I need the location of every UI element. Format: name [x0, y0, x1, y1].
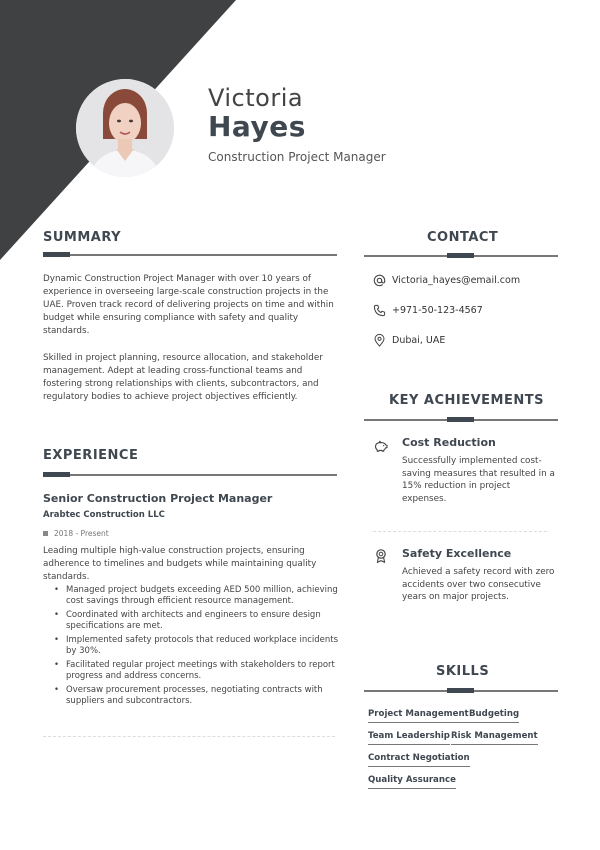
job-bullet: • Coordinated with architects and engineers to ensure design specifications are met. [54, 610, 340, 632]
job-dates-text: 2018 - Present [54, 529, 109, 538]
skill-tag: Team Leadership [368, 731, 450, 745]
job-title: Senior Construction Project Manager [43, 492, 273, 505]
summary-divider-accent [43, 252, 70, 257]
achievements-heading: KEY ACHIEVEMENTS [389, 393, 544, 408]
contact-divider-accent [447, 253, 474, 258]
job-bullet: • Managed project budgets exceeding AED 500 million, achieving cost savings through efficient resource management. [54, 585, 340, 607]
achievements-divider-accent [447, 417, 474, 422]
skills-divider-accent [447, 688, 474, 693]
experience-heading: EXPERIENCE [43, 448, 139, 463]
summary-divider [43, 254, 337, 256]
profile-photo [76, 79, 174, 177]
job-bullet-list [54, 585, 340, 710]
achievement-title-safety-excellence: Safety Excellence [402, 547, 512, 560]
first-name: Victoria [208, 84, 304, 112]
skill-tag: Budgeting [469, 709, 519, 723]
summary-paragraph-1: Dynamic Construction Project Manager with over 10 years of experience in overseeing large-scale construction projects in the UAE. Proven track record of delivering projects on time and within budget while ensuring compliance with safety and quality standards. [43, 274, 334, 336]
phone-icon [372, 303, 386, 317]
skill-tag: Contract Negotiation [368, 753, 470, 767]
contact-phone[interactable]: +971-50-123-4567 [392, 304, 483, 316]
company-name: Arabtec Construction LLC [43, 510, 165, 520]
contact-phone-row [372, 303, 483, 317]
skill-tag: Risk Management [451, 731, 538, 745]
contact-location: Dubai, UAE [392, 334, 446, 346]
last-name: Hayes [208, 110, 306, 143]
contact-email[interactable]: Victoria_hayes@email.com [392, 274, 521, 286]
job-description: Leading multiple high-value construction projects, ensuring adherence to timelines and budgets while maintaining quality standards. [43, 546, 317, 582]
job-bullet: • Implemented safety protocols that reduced workplace incidents by 30%. [54, 635, 340, 657]
job-role: Construction Project Manager [208, 150, 386, 164]
job-bullet: • Facilitated regular project meetings with stakeholders to report progress and address concerns. [54, 660, 340, 682]
contact-location-row [372, 333, 445, 347]
summary-paragraph-2: Skilled in project planning, resource allocation, and stakeholder management. Adept at leading cross-functional teams and fostering strong relationships with clients, subcontractors, and regulatory bodies to achieve project objectives efficiently. [43, 353, 323, 402]
contact-email-row [372, 273, 520, 287]
experience-end-divider [43, 736, 335, 737]
achievement-desc-cost-reduction: Successfully implemented cost-saving measures that resulted in a 15% reduction in project expenses. [402, 456, 555, 504]
map-pin-icon [372, 333, 386, 347]
job-dates [43, 529, 109, 538]
skill-tag: Project Management [368, 709, 469, 723]
at-sign-icon [372, 273, 386, 287]
achievement-desc-safety-excellence: Achieved a safety record with zero accidents over two consecutive years on major projects. [402, 567, 555, 602]
experience-divider [43, 474, 337, 476]
skills-heading: SKILLS [436, 664, 490, 679]
skill-tag: Quality Assurance [368, 775, 456, 789]
achievement-separator [373, 531, 547, 532]
experience-divider-accent [43, 472, 70, 477]
achievement-title-cost-reduction: Cost Reduction [402, 436, 496, 449]
piggy-bank-icon [373, 438, 389, 454]
job-bullet: • Oversaw procurement processes, negotiating contracts with suppliers and subcontractors. [54, 685, 340, 707]
date-square-icon [43, 531, 48, 536]
contact-heading: CONTACT [427, 230, 499, 245]
summary-heading: SUMMARY [43, 230, 122, 245]
award-medal-icon [373, 548, 389, 564]
